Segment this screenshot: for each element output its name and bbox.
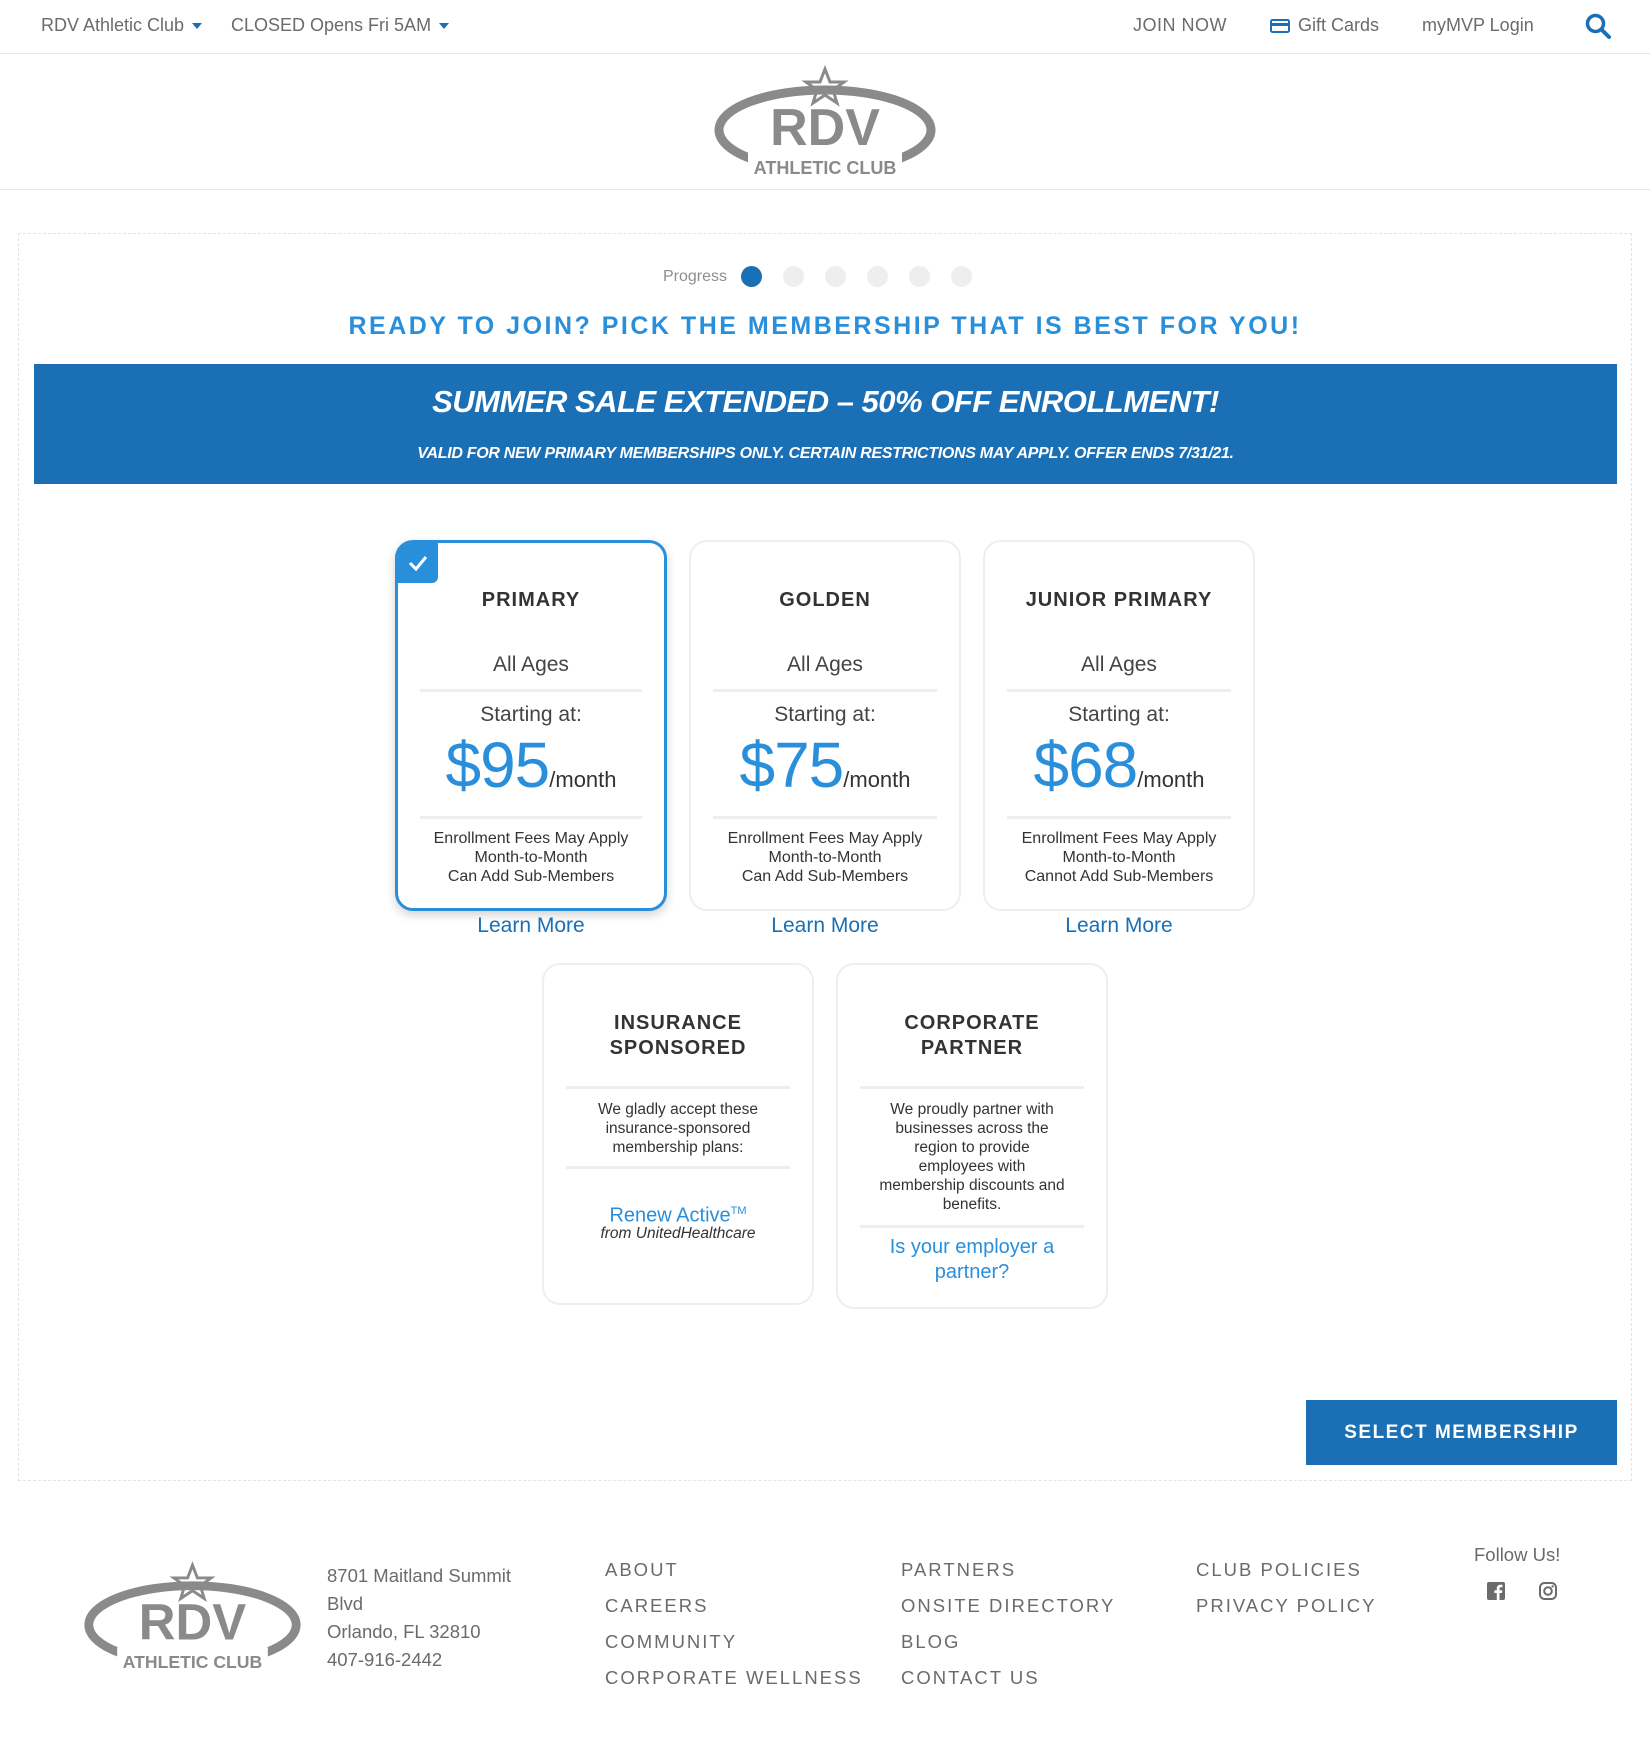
plan-feature: Can Add Sub-Members <box>447 868 615 885</box>
logo-text-rdv: RDV <box>138 1593 247 1651</box>
plan-age: All Ages <box>1081 653 1157 676</box>
progress-step-1 <box>741 266 762 287</box>
plan-price-unit: /month <box>1137 767 1205 792</box>
description-line: membership discounts and <box>879 1177 1065 1194</box>
search-icon[interactable] <box>1584 12 1612 40</box>
plan-card-insurance[interactable] <box>542 963 814 1305</box>
rdv-logo[interactable] <box>710 64 940 184</box>
join-now-label: JOIN NOW <box>1133 15 1227 35</box>
facebook-icon[interactable] <box>1486 1581 1506 1601</box>
caret-down-icon <box>192 23 202 29</box>
plan-price <box>691 728 959 802</box>
progress-step-2 <box>783 266 804 287</box>
address-line: Orlando, FL 32810 <box>327 1621 481 1642</box>
divider <box>713 689 937 692</box>
footer-link-corporate-wellness[interactable]: CORPORATE WELLNESS <box>605 1667 863 1688</box>
address-line: Blvd <box>327 1593 363 1614</box>
description-line: region to provide <box>914 1139 1030 1156</box>
description-line: insurance-sponsored <box>605 1120 751 1137</box>
footer-link-onsite-directory[interactable]: ONSITE DIRECTORY <box>901 1595 1116 1616</box>
logo-text-athletic: ATHLETIC CLUB <box>753 158 897 178</box>
plan-card-primary[interactable] <box>395 540 667 911</box>
plan-price-unit: /month <box>843 767 911 792</box>
hours-status-label: CLOSED Opens Fri 5AM <box>231 15 432 35</box>
plan-title: GOLDEN <box>779 589 871 611</box>
plan-feature: Enrollment Fees May Apply <box>727 830 923 847</box>
gift-cards-label: Gift Cards <box>1298 15 1380 35</box>
plan-price-amount: $68 <box>1033 729 1138 801</box>
footer-link-partners[interactable]: PARTNERS <box>901 1559 1017 1580</box>
footer-link-about[interactable]: ABOUT <box>605 1559 679 1580</box>
plan-description <box>564 1100 792 1157</box>
plan-feature: Can Add Sub-Members <box>741 868 909 885</box>
login-link[interactable] <box>1422 15 1534 36</box>
logo-text-rdv: RDV <box>770 99 880 157</box>
plan-title: JUNIOR PRIMARY <box>1025 589 1213 611</box>
footer-link-community[interactable]: COMMUNITY <box>605 1631 738 1652</box>
plan-card-golden[interactable] <box>689 540 961 911</box>
join-now-link[interactable] <box>1133 15 1227 36</box>
footer-link-privacy-policy[interactable]: PRIVACY POLICY <box>1196 1595 1377 1616</box>
plan-feature: Month-to-Month <box>768 849 882 866</box>
renew-active-label: Renew Active <box>609 1204 731 1227</box>
description-line: We proudly partner with <box>890 1101 1054 1118</box>
divider <box>566 1086 790 1089</box>
instagram-icon[interactable] <box>1538 1581 1558 1601</box>
plan-title: PRIMARY <box>481 589 581 611</box>
plan-feature: Month-to-Month <box>474 849 588 866</box>
employer-partner-link[interactable] <box>838 1235 1106 1285</box>
plan-starting-label: Starting at: <box>1068 703 1170 726</box>
provider-label: from UnitedHealthcare <box>600 1225 756 1242</box>
divider <box>713 816 937 819</box>
checkmark-icon <box>398 543 438 583</box>
progress-step-5 <box>909 266 930 287</box>
credit-card-icon <box>1270 19 1290 33</box>
page-title: READY TO JOIN? PICK THE MEMBERSHIP THAT IS BEST FOR YOU! <box>348 312 1302 340</box>
footer-rdv-logo[interactable] <box>80 1560 305 1678</box>
divider <box>860 1086 1084 1089</box>
plan-features <box>398 829 664 886</box>
promo-subtitle: VALID FOR NEW PRIMARY MEMBERSHIPS ONLY. CERTAIN RESTRICTIONS MAY APPLY. OFFER ENDS 7/31/21. <box>417 445 1234 462</box>
footer-address <box>327 1562 557 1674</box>
plan-title-line: PARTNER <box>920 1037 1024 1059</box>
progress-step-3 <box>825 266 846 287</box>
divider <box>566 1166 790 1169</box>
plan-features <box>985 829 1253 886</box>
plan-feature: Month-to-Month <box>1062 849 1176 866</box>
hours-dropdown[interactable] <box>231 15 449 36</box>
footer-link-careers[interactable]: CAREERS <box>605 1595 709 1616</box>
footer-links-col-3 <box>1196 1552 1377 1624</box>
address-line: 8701 Maitland Summit <box>327 1565 512 1586</box>
login-label: myMVP Login <box>1422 15 1534 35</box>
plan-description <box>858 1100 1086 1214</box>
learn-more-golden-link[interactable]: Learn More <box>771 914 879 937</box>
plan-title <box>838 1011 1106 1061</box>
description-line: businesses across the <box>895 1120 1049 1137</box>
caret-down-icon <box>439 23 449 29</box>
plan-age: All Ages <box>787 653 863 676</box>
plan-price-unit: /month <box>549 767 617 792</box>
progress-step-6 <box>951 266 972 287</box>
link-line: partner? <box>934 1261 1010 1283</box>
plan-price <box>398 728 664 802</box>
divider <box>1007 689 1231 692</box>
header <box>0 54 1650 190</box>
description-line: benefits. <box>942 1196 1002 1213</box>
plan-feature: Enrollment Fees May Apply <box>433 830 629 847</box>
plan-feature: Cannot Add Sub-Members <box>1024 868 1214 885</box>
progress-label: Progress <box>663 267 728 285</box>
divider <box>1007 816 1231 819</box>
plan-starting-label: Starting at: <box>480 703 582 726</box>
logo-text-athletic: ATHLETIC CLUB <box>122 1651 263 1672</box>
plan-price-amount: $95 <box>445 729 550 801</box>
description-line: membership plans: <box>612 1139 744 1156</box>
plan-title-line: SPONSORED <box>609 1037 747 1059</box>
footer-link-contact-us[interactable]: CONTACT US <box>901 1667 1040 1688</box>
phone-number[interactable]: 407-916-2442 <box>327 1649 443 1670</box>
club-selector-label: RDV Athletic Club <box>41 15 185 35</box>
plan-title-line: INSURANCE <box>614 1012 742 1034</box>
learn-more-primary-link[interactable]: Learn More <box>477 914 585 937</box>
link-line: Is your employer a <box>889 1236 1055 1258</box>
plan-title-line: CORPORATE <box>904 1012 1040 1034</box>
progress-step-4 <box>867 266 888 287</box>
follow-us-label: Follow Us! <box>1474 1544 1561 1565</box>
footer-link-blog[interactable]: BLOG <box>901 1631 961 1652</box>
divider <box>420 816 642 819</box>
progress-indicator <box>663 266 993 287</box>
footer-links-col-1 <box>605 1552 863 1696</box>
plan-card-corporate[interactable] <box>836 963 1108 1309</box>
learn-more-junior-link[interactable]: Learn More <box>1065 914 1173 937</box>
divider <box>420 689 642 692</box>
footer-links-col-2 <box>901 1552 1115 1696</box>
plan-price-amount: $75 <box>739 729 844 801</box>
plan-card-junior-primary[interactable] <box>983 540 1255 911</box>
divider <box>860 1225 1084 1228</box>
select-membership-button[interactable]: SELECT MEMBERSHIP <box>1306 1400 1617 1465</box>
description-line: We gladly accept these <box>598 1101 758 1118</box>
plan-feature: Enrollment Fees May Apply <box>1021 830 1217 847</box>
plan-features <box>691 829 959 886</box>
gift-cards-link[interactable] <box>1270 15 1379 36</box>
plan-starting-label: Starting at: <box>774 703 876 726</box>
club-selector-dropdown[interactable] <box>41 15 202 36</box>
promo-title: SUMMER SALE EXTENDED – 50% OFF ENROLLMENT! <box>432 384 1219 419</box>
footer-link-club-policies[interactable]: CLUB POLICIES <box>1196 1559 1362 1580</box>
description-line: employees with <box>918 1158 1026 1175</box>
plan-age: All Ages <box>493 653 569 676</box>
plan-price <box>985 728 1253 802</box>
plan-title <box>544 1011 812 1061</box>
promo-banner <box>34 364 1617 484</box>
trademark-mark: TM <box>730 1205 747 1217</box>
top-bar <box>0 0 1650 54</box>
